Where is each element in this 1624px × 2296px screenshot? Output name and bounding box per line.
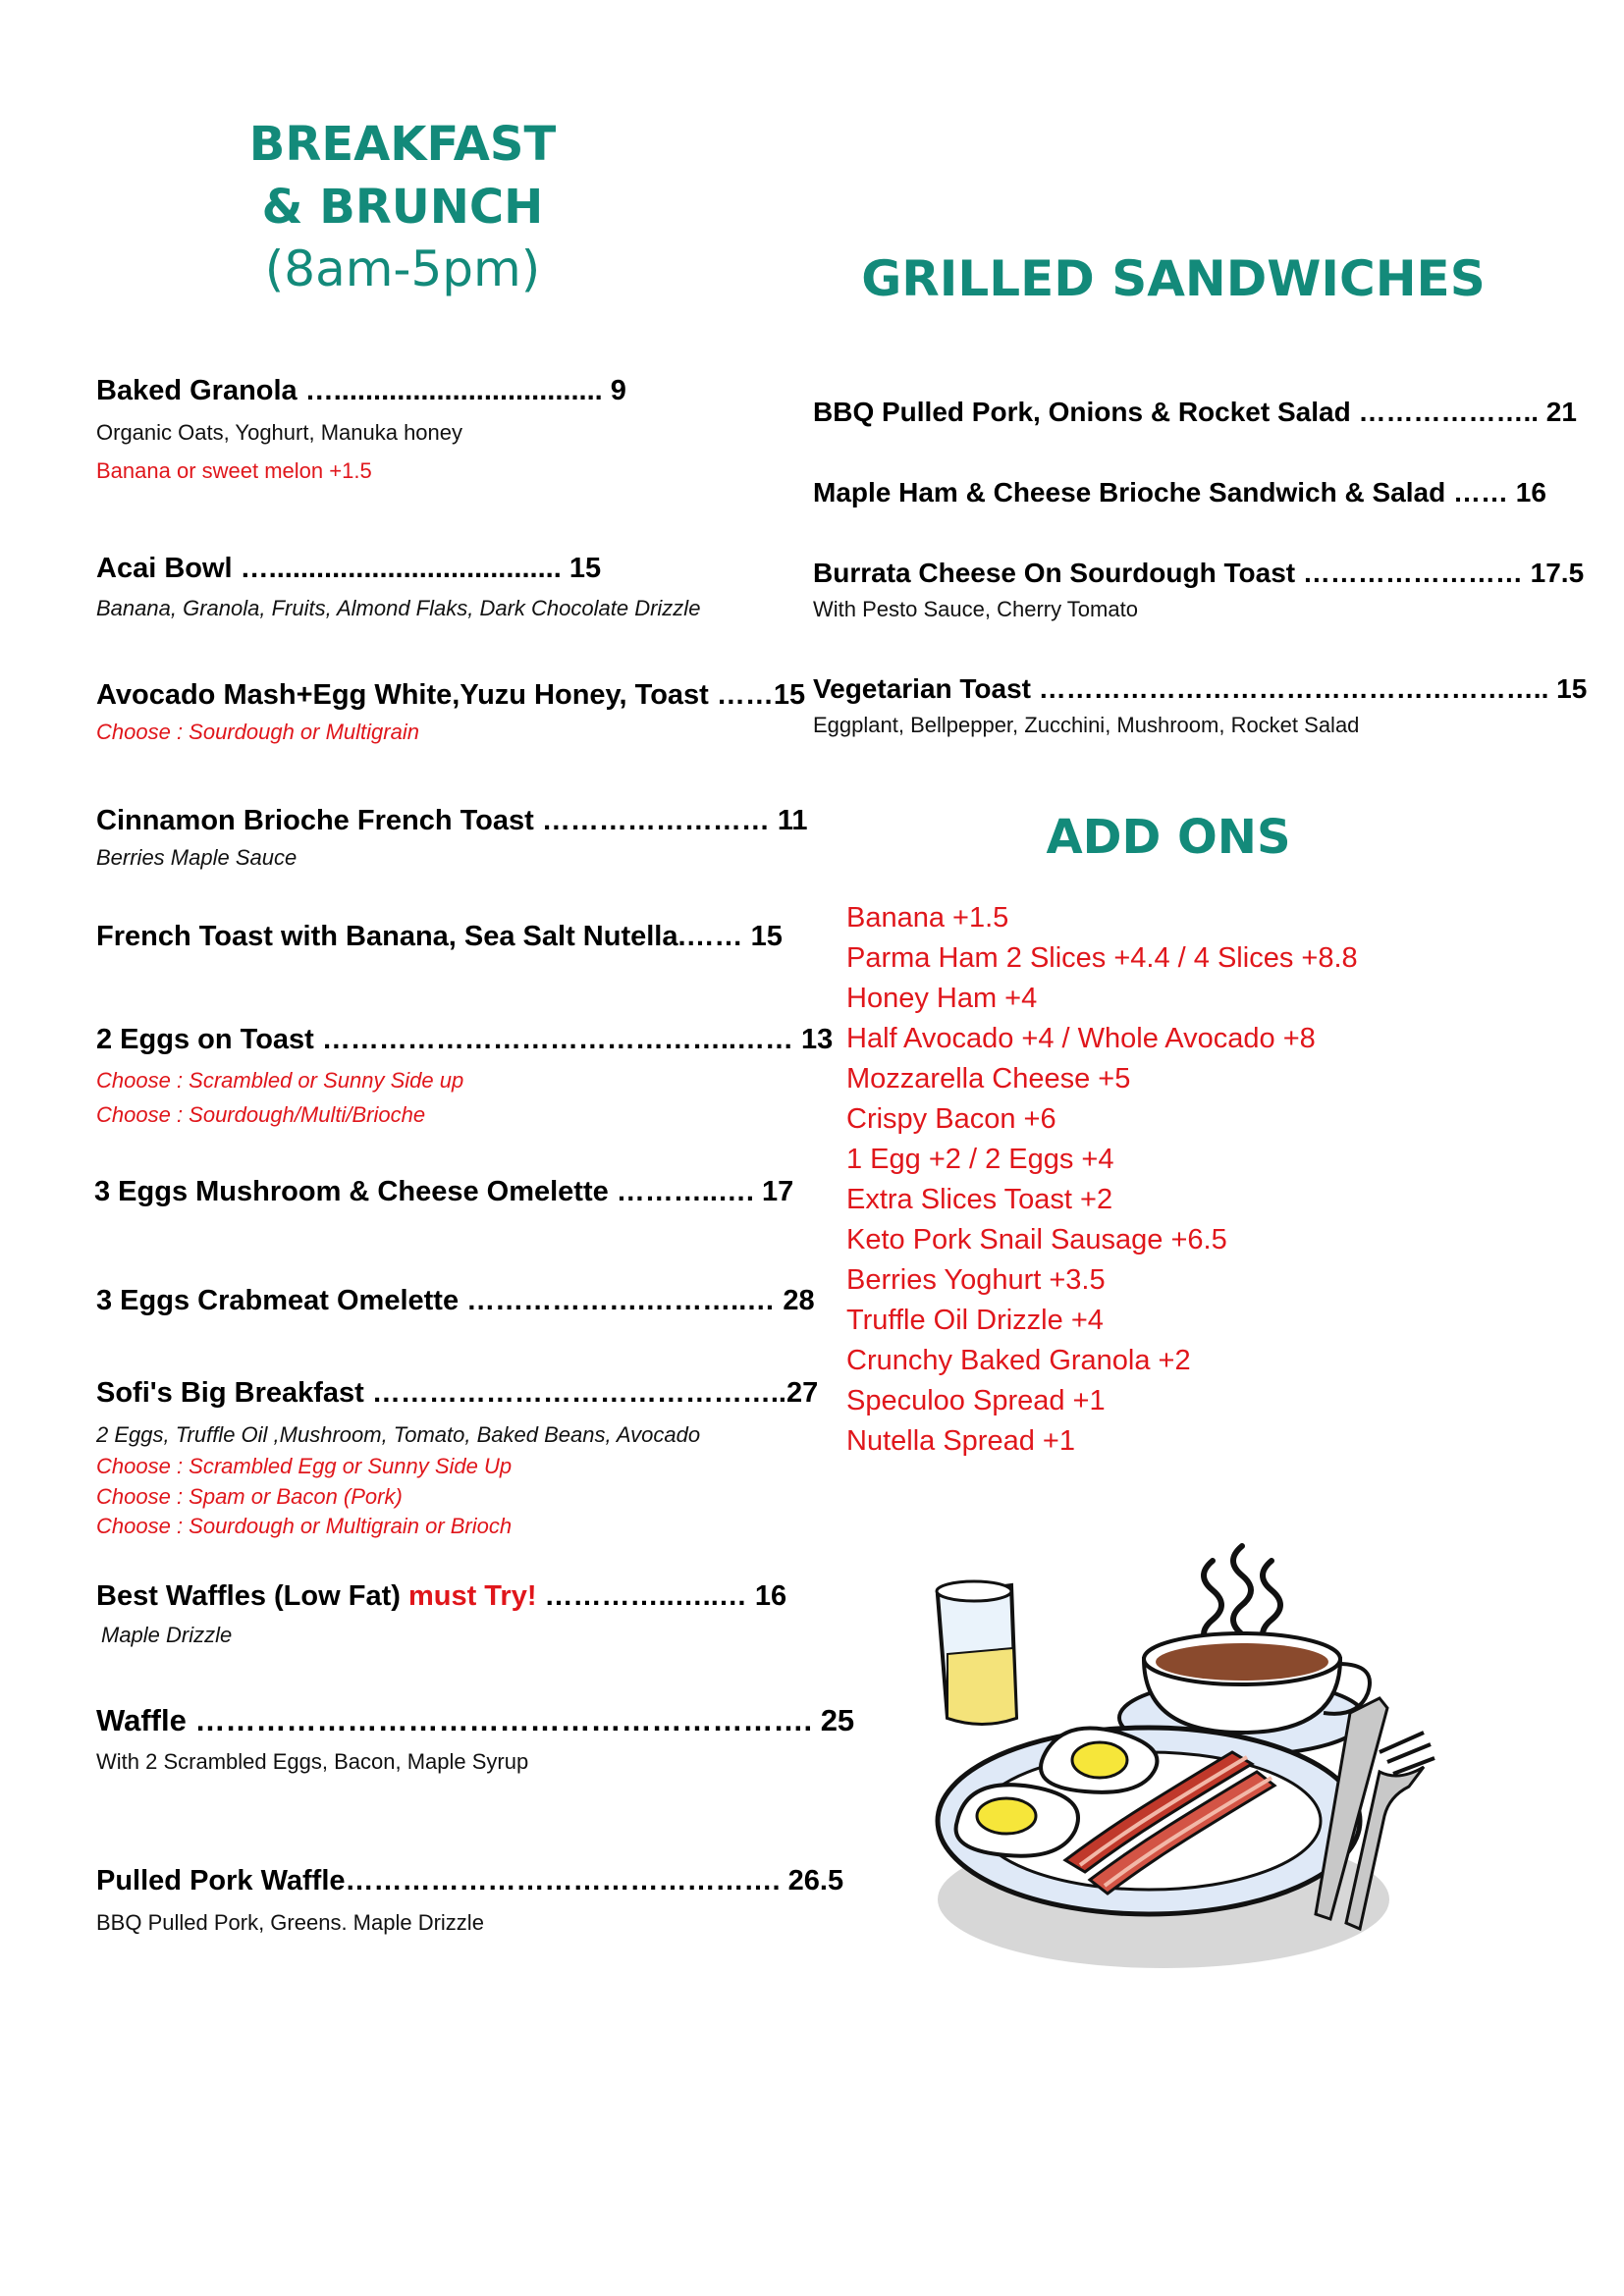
menu-item-acai-bowl: Acai Bowl …..................................... 15 [96,553,602,584]
menu-item-mushroom-omelette: 3 Eggs Mushroom & Cheese Omelette ………..…. 17 [94,1176,794,1207]
item-description: Eggplant, Bellpepper, Zucchini, Mushroom, Rocket Salad [813,713,1360,737]
addon-item: Berries Yoghurt +3.5 [846,1264,1106,1296]
breakfast-hours: (8am-5pm) [264,240,541,297]
item-price: …………..…..… 16 [536,1580,787,1612]
menu-item-french-toast-banana: French Toast with Banana, Sea Salt Nutella.…… 15 [96,921,783,952]
addon-item: Honey Ham +4 [846,983,1038,1014]
addon-item: Banana +1.5 [846,902,1009,934]
item-option: Choose : Spam or Bacon (Pork) [96,1484,403,1509]
item-description: BBQ Pulled Pork, Greens. Maple Drizzle [96,1910,484,1935]
menu-item-best-waffles [96,1580,786,1613]
breakfast-plate-coffee-icon [918,1526,1438,1988]
item-option: Choose : Sourdough/Multi/Brioche [96,1102,426,1127]
addon-item: Half Avocado +4 / Whole Avocado +8 [846,1023,1316,1054]
item-option: Choose : Sourdough or Multigrain or Brioch [96,1514,513,1538]
menu-item-bbq-pulled-pork: BBQ Pulled Pork, Onions & Rocket Salad ……………….. 21 [813,397,1577,427]
item-description: 2 Eggs, Truffle Oil ,Mushroom, Tomato, Baked Beans, Avocado [96,1422,701,1447]
addon-item: Mozzarella Cheese +5 [846,1063,1131,1095]
menu-item-cinnamon-brioche: Cinnamon Brioche French Toast …………………… 11 [96,805,808,836]
item-option: Choose : Scrambled Egg or Sunny Side Up [96,1454,513,1478]
menu-item-burrata-cheese: Burrata Cheese On Sourdough Toast …………………… 17.5 [813,558,1585,588]
addon-item: Speculoo Spread +1 [846,1385,1106,1416]
item-description: With 2 Scrambled Eggs, Bacon, Maple Syrup [96,1749,529,1774]
menu-item-2-eggs-on-toast: 2 Eggs on Toast ……………………………………..…… 13 [96,1024,834,1055]
item-description: Organic Oats, Yoghurt, Manuka honey [96,420,463,445]
breakfast-title-line2: & BRUNCH [261,180,544,235]
item-description: With Pesto Sauce, Cherry Tomato [813,597,1138,621]
addon-item: Crunchy Baked Granola +2 [846,1345,1191,1376]
item-description: Berries Maple Sauce [96,845,298,870]
addon-item: Crispy Bacon +6 [846,1103,1056,1135]
menu-item-pulled-pork-waffle: Pulled Pork Waffle………………………………………. 26.5 [96,1865,844,1896]
menu-item-maple-ham-brioche: Maple Ham & Cheese Brioche Sandwich & Salad …… 16 [813,477,1546,507]
item-description: Maple Drizzle [101,1623,233,1647]
item-option: Choose : Sourdough or Multigrain [96,720,419,744]
item-option: Choose : Scrambled or Sunny Side up [96,1068,464,1093]
menu-item-waffle: Waffle ……………………………………………………. 25 [96,1703,855,1737]
item-description: Banana, Granola, Fruits, Almond Flaks, Dark Chocolate Drizzle [96,596,701,620]
add-ons-heading: ADD ONS [1046,810,1291,865]
breakfast-title-line1: BREAKFAST [248,117,557,172]
breakfast-heading [177,113,628,239]
menu-item-vegetarian-toast: Vegetarian Toast ……………………………………………….. 15 [813,673,1588,704]
menu-item-avocado-mash: Avocado Mash+Egg White,Yuzu Honey, Toast ……15 [96,679,806,711]
addon-item: Extra Slices Toast +2 [846,1184,1113,1215]
menu-item-crabmeat-omelette: 3 Eggs Crabmeat Omelette ……………….………..… 28 [96,1285,815,1316]
addon-item: 1 Egg +2 / 2 Eggs +4 [846,1144,1114,1175]
menu-item-baked-granola: Baked Granola ….................................. 9 [96,375,626,406]
item-name: Best Waffles (Low Fat) [96,1580,408,1612]
item-option: Banana or sweet melon +1.5 [96,458,372,483]
addon-item: Parma Ham 2 Slices +4.4 / 4 Slices +8.8 [846,942,1358,974]
must-try-tag: must Try! [407,1580,537,1612]
addon-item: Nutella Spread +1 [846,1425,1075,1457]
addon-item: Truffle Oil Drizzle +4 [846,1305,1104,1336]
grilled-sandwiches-heading: GRILLED SANDWICHES [861,250,1486,307]
menu-item-sofis-big-breakfast: Sofi's Big Breakfast ……………………………………..27 [96,1377,819,1409]
addon-item: Keto Pork Snail Sausage +6.5 [846,1224,1227,1255]
